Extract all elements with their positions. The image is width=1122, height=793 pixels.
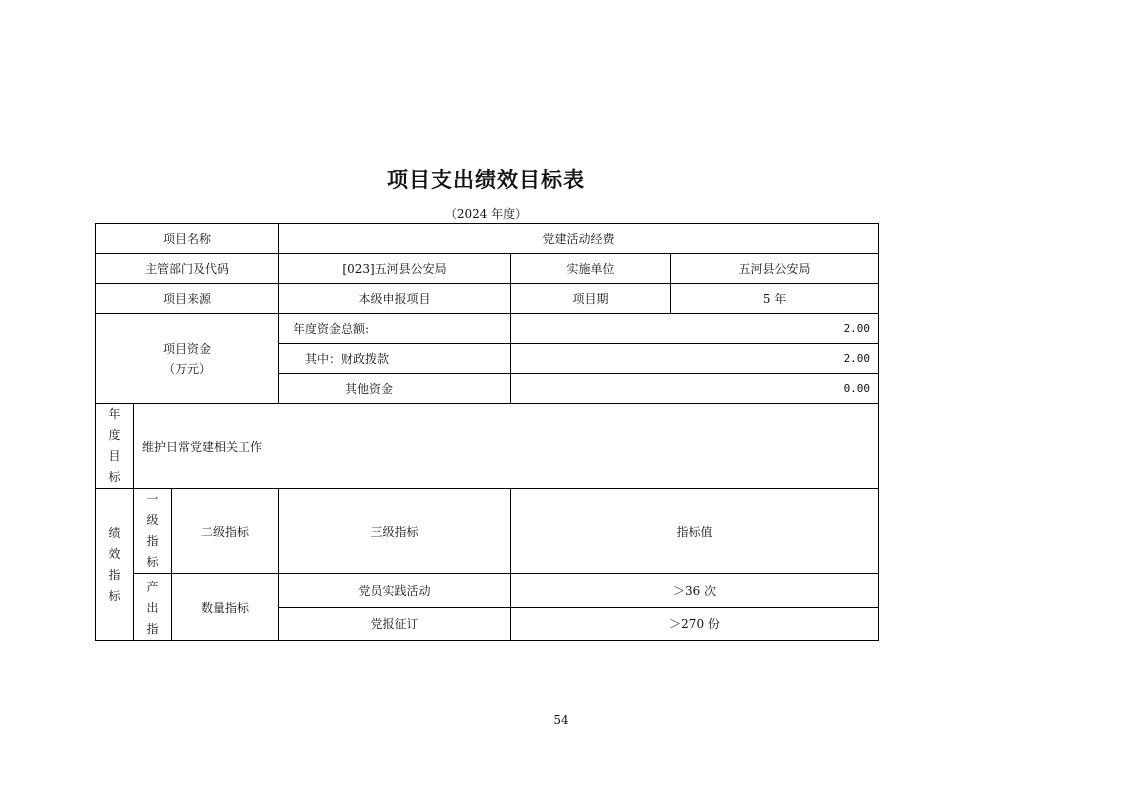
performance-label <box>96 489 134 641</box>
level1-output-char: 产 <box>146 580 159 594</box>
level1-header-char: 级 <box>146 513 159 527</box>
indicator-value: ＞36 次 <box>511 574 879 608</box>
indicator-name: 党报征订 <box>279 607 511 641</box>
annual-goal-char: 目 <box>108 449 121 463</box>
level1-header-char: 标 <box>146 555 159 569</box>
page-subtitle: （2024 年度） <box>444 207 528 221</box>
level1-output <box>134 574 172 641</box>
annual-goal-label <box>96 404 134 489</box>
annual-goal-char: 年 <box>108 407 121 421</box>
row-annual-goal <box>96 404 879 489</box>
impl-unit-label: 实施单位 <box>511 254 671 284</box>
funds-label <box>96 314 279 404</box>
source-value: 本级申报项目 <box>279 284 511 314</box>
performance-char: 指 <box>108 567 121 582</box>
fund-other-label: 其他资金 <box>279 374 511 404</box>
period-value: 5 年 <box>671 284 879 314</box>
level2-header: 二级指标 <box>172 489 279 574</box>
level1-header-char: 一 <box>146 492 159 506</box>
performance-char: 绩 <box>108 525 121 540</box>
funds-label-line1: 项目资金 <box>163 341 212 356</box>
period-label: 项目期 <box>511 284 671 314</box>
performance-target-table <box>95 223 879 641</box>
row-source <box>96 284 879 314</box>
fund-total-label: 年度资金总额: <box>279 314 511 344</box>
level1-output-char: 出 <box>146 601 159 615</box>
value-header: 指标值 <box>511 489 879 574</box>
source-label: 项目来源 <box>96 284 279 314</box>
indicator-name: 党员实践活动 <box>279 574 511 608</box>
table-row <box>96 574 879 608</box>
page-number: 54 <box>553 713 569 727</box>
fund-fiscal-label: 其中：财政拨款 <box>279 344 511 374</box>
row-project-name <box>96 224 879 254</box>
annual-goal-text: 维护日常党建相关工作 <box>134 404 879 489</box>
dept-label: 主管部门及代码 <box>96 254 279 284</box>
fund-other-value: 0.00 <box>511 374 879 404</box>
performance-char: 效 <box>108 546 121 561</box>
annual-goal-char: 标 <box>108 470 121 484</box>
level3-header: 三级指标 <box>279 489 511 574</box>
indicator-value: ＞270 份 <box>511 607 879 641</box>
annual-goal-char: 度 <box>108 428 121 442</box>
project-name-label: 项目名称 <box>96 224 279 254</box>
impl-unit-value: 五河县公安局 <box>671 254 879 284</box>
row-performance-header <box>96 489 879 574</box>
performance-char: 标 <box>108 588 121 603</box>
project-name-value: 党建活动经费 <box>279 224 879 254</box>
row-department <box>96 254 879 284</box>
level1-output-char: 指 <box>146 622 159 636</box>
level2-quantity: 数量指标 <box>172 574 279 641</box>
dept-value: [023]五河县公安局 <box>279 254 511 284</box>
row-fund-total <box>96 314 879 344</box>
level1-header-char: 指 <box>146 534 159 548</box>
page-title: 项目支出绩效目标表 <box>387 168 585 192</box>
level1-header <box>134 489 172 574</box>
funds-label-line2: （万元） <box>163 361 212 376</box>
fund-fiscal-value: 2.00 <box>511 344 879 374</box>
fund-total-value: 2.00 <box>511 314 879 344</box>
